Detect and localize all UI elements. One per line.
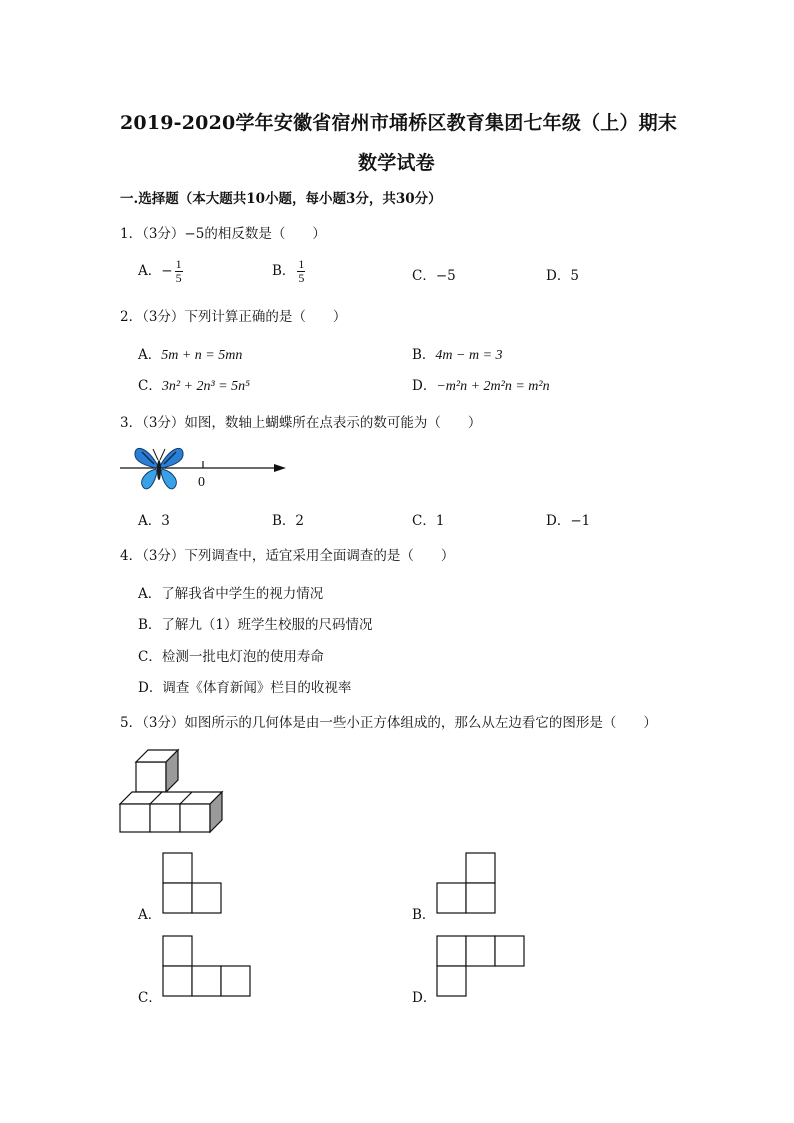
option-label: A． xyxy=(138,513,162,529)
option-label: C． xyxy=(412,513,436,529)
option-label: D． xyxy=(138,680,163,696)
option-label: B． xyxy=(272,513,296,529)
question-5-option-c-label: C． xyxy=(138,990,162,1006)
question-1-stem: 1．（3分）−5的相反数是（ ） xyxy=(120,226,326,242)
option-label: A． xyxy=(138,586,162,602)
question-2-option-a xyxy=(138,343,242,364)
page-title-line1: 2019-2020学年安徽省宿州市埇桥区教育集团七年级（上）期末 xyxy=(120,112,678,134)
number-line-figure xyxy=(118,444,293,494)
fraction-denominator: 5 xyxy=(175,271,182,285)
option-label: B． xyxy=(272,263,296,279)
question-2-stem: 2．（3分）下列计算正确的是（ ） xyxy=(120,309,347,325)
question-5-option-b-label: B． xyxy=(412,907,436,923)
question-4-option-a xyxy=(138,582,323,602)
question-3-option-d xyxy=(546,509,590,529)
question-5-option-c-figure xyxy=(162,935,254,999)
section-heading: 一.选择题（本大题共10小题，每小题3分，共30分） xyxy=(120,191,442,207)
question-5-option-d-label: D． xyxy=(412,990,437,1006)
question-5-option-d-figure xyxy=(436,935,528,999)
option-text: 调查《体育新闻》栏目的收视率 xyxy=(162,680,352,696)
fraction xyxy=(297,258,305,285)
fraction-numerator: 1 xyxy=(298,257,305,271)
question-1-option-c xyxy=(412,264,456,284)
question-2-option-d xyxy=(412,374,550,395)
number-line-zero-label: 0 xyxy=(198,475,205,490)
option-text: 检测一批电灯泡的使用寿命 xyxy=(161,649,324,665)
option-label: C． xyxy=(138,649,162,665)
option-text: 3 xyxy=(161,513,170,529)
option-label: B． xyxy=(138,617,162,633)
option-math: 5m + n = 5mn xyxy=(161,348,243,363)
option-label: B． xyxy=(412,347,436,363)
option-label: D． xyxy=(546,268,571,284)
option-text: −1 xyxy=(570,513,591,529)
option-text: 了解我省中学生的视力情况 xyxy=(161,586,324,602)
cube-solid-figure xyxy=(118,746,238,836)
butterfly-icon xyxy=(135,448,183,489)
question-5-option-a-figure xyxy=(162,852,224,916)
option-math: 4m − m = 3 xyxy=(435,348,503,363)
question-5-option-a-label: A． xyxy=(138,907,162,923)
question-2-option-c xyxy=(138,374,250,395)
question-1-option-d xyxy=(546,264,579,284)
option-label: A． xyxy=(138,347,162,363)
fraction-numerator: 1 xyxy=(175,257,182,271)
question-3-option-a xyxy=(138,509,170,529)
option-text: 2 xyxy=(295,513,305,529)
question-4-stem: 4．（3分）下列调查中，适宜采用全面调查的是（ ） xyxy=(120,548,455,564)
page-title-line2: 数学试卷 xyxy=(358,152,435,174)
option-label: C． xyxy=(412,268,436,284)
option-math: 3n² + 2n³ = 5n⁵ xyxy=(161,379,250,394)
question-1-option-a xyxy=(138,258,183,285)
question-4-option-b xyxy=(138,613,373,633)
option-text: 了解九（1）班学生校服的尺码情况 xyxy=(161,617,373,633)
option-text: −5 xyxy=(435,268,456,284)
option-text: 1 xyxy=(435,513,445,529)
question-1-option-b xyxy=(272,258,305,285)
fraction-sign: − xyxy=(161,263,173,279)
question-4-option-d xyxy=(138,676,351,696)
question-3-stem: 3．（3分）如图，数轴上蝴蝶所在点表示的数可能为（ ） xyxy=(120,415,482,431)
option-math: −m²n + 2m²n = m²n xyxy=(436,379,550,394)
question-3-option-c xyxy=(412,509,444,529)
option-label: C． xyxy=(138,378,162,394)
option-label: A． xyxy=(138,263,162,279)
option-label: D． xyxy=(412,378,437,394)
option-label: D． xyxy=(546,513,571,529)
question-5-option-b-figure xyxy=(436,852,498,916)
option-text: 5 xyxy=(570,268,579,284)
question-3-option-b xyxy=(272,509,304,529)
question-5-stem: 5．（3分）如图所示的几何体是由一些小正方体组成的，那么从左边看它的图形是（ ） xyxy=(120,715,657,731)
fraction xyxy=(175,258,183,285)
question-4-option-c xyxy=(138,645,324,665)
fraction-denominator: 5 xyxy=(298,271,305,285)
question-2-option-b xyxy=(412,343,503,364)
